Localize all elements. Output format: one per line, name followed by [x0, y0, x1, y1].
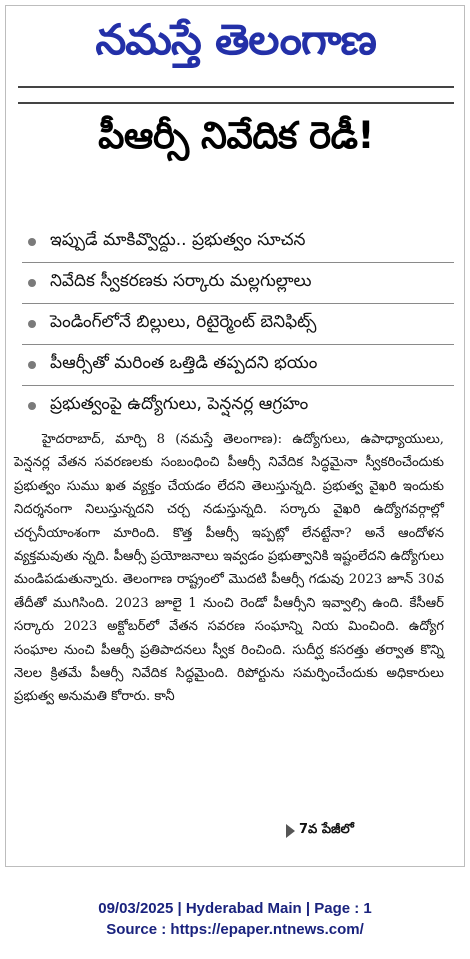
- bullet-icon: [28, 279, 36, 287]
- headline: పీఆర్సీ నివేదిక రెడీ!: [98, 114, 374, 157]
- continued-on-page: [286, 822, 354, 840]
- bullet-icon: [28, 361, 36, 369]
- bullet-item: ఇప్పుడే మాకివ్వొద్దు.. ప్రభుత్వం సూచన: [22, 222, 454, 263]
- bullet-icon: [28, 238, 36, 246]
- bullet-item: నివేదిక స్వీకరణకు సర్కారు మల్లగుల్లాలు: [22, 263, 454, 304]
- arrow-right-icon: [286, 824, 295, 838]
- footer-source-line: Source : https://epaper.ntnews.com/: [106, 921, 364, 938]
- article-body: [14, 428, 444, 709]
- bullet-list: [22, 222, 454, 426]
- bullet-item: పెండింగ్‌లోనే బిల్లులు, రిటైర్మెంట్ బెనిఫిట్స్: [22, 304, 454, 345]
- footer-date-line: 09/03/2025 | Hyderabad Main | Page : 1: [98, 900, 372, 917]
- masthead-logo: నమస్తే తెలంగాణ: [95, 15, 377, 64]
- bullet-item: పీఆర్సీతో మరింత ఒత్తిడి తప్పదని భయం: [22, 345, 454, 386]
- article-paragraph: హైదరాబాద్, మార్చి 8 (నమస్తే తెలంగాణ): ఉద్యోగులు, ఉపాధ్యాయులు, పెన్షనర్ల వేతన సవరణలకు సంబంధించి పీఆర్సీ నివేదిక సిద్ధమైనా స్వీకరించేందుకు ప్రభుత్వం సుము ఖత వ్యక్తం చేయడం లేదని తెలుస్తున్నది. ప్రభుత్వ వైఖరి ఇందుకు నిదర్శనంగా నిలుస్తున్నదని చర్చ నడుస్తున్నది. సర్కారు వైఖరి ఉద్యోగవర్గాల్లో చర్చనీయాంశంగా మారింది. కొత్త పీఆర్సీ ఇప్పట్లో లేనట్టేనా? అనే ఆందోళన వ్యక్తమవుతు న్నది. పీఆర్సీ ప్రయోజనాలు ఇవ్వడం ప్రభుత్వానికి ఇష్టంలేదని ఉద్యోగులు మండిపడుతున్నారు. తెలంగాణ రాష్ట్రంలో మొదటి పీఆర్సీ గడువు 2023 జూన్ 30వ తేదీతో ముగిసింది. 2023 జూలై 1 నుంచి రెండో పీఆర్సీని ఇవ్వాల్సి ఉంది. కేసీఆర్ సర్కారు 2023 అక్టోబర్‌లో వేతన సవరణ సంఘాన్ని నియ మించింది. ఉద్యోగ సంఘాల నుంచి పీఆర్సీ ప్రతిపాదనలు స్వీక రించింది. సుదీర్ఘ కసరత్తు తర్వాత కొన్ని నెలల క్రితమే పీఆర్సీ నివేదిక సిద్ధమైంది. రిపోర్టును సమర్పించేందుకు అధికారులు ప్రభుత్వ అనుమతి కోరారు. కానీ: [14, 432, 444, 705]
- masthead: [14, 12, 458, 78]
- bullet-icon: [28, 320, 36, 328]
- continued-label: 7వ పేజీలో: [299, 822, 354, 837]
- bullet-item: ప్రభుత్వంపై ఉద్యోగులు, పెన్షనర్ల ఆగ్రహం: [22, 386, 454, 426]
- masthead-divider: [18, 86, 454, 88]
- headline-divider: [18, 102, 454, 104]
- bullet-icon: [28, 402, 36, 410]
